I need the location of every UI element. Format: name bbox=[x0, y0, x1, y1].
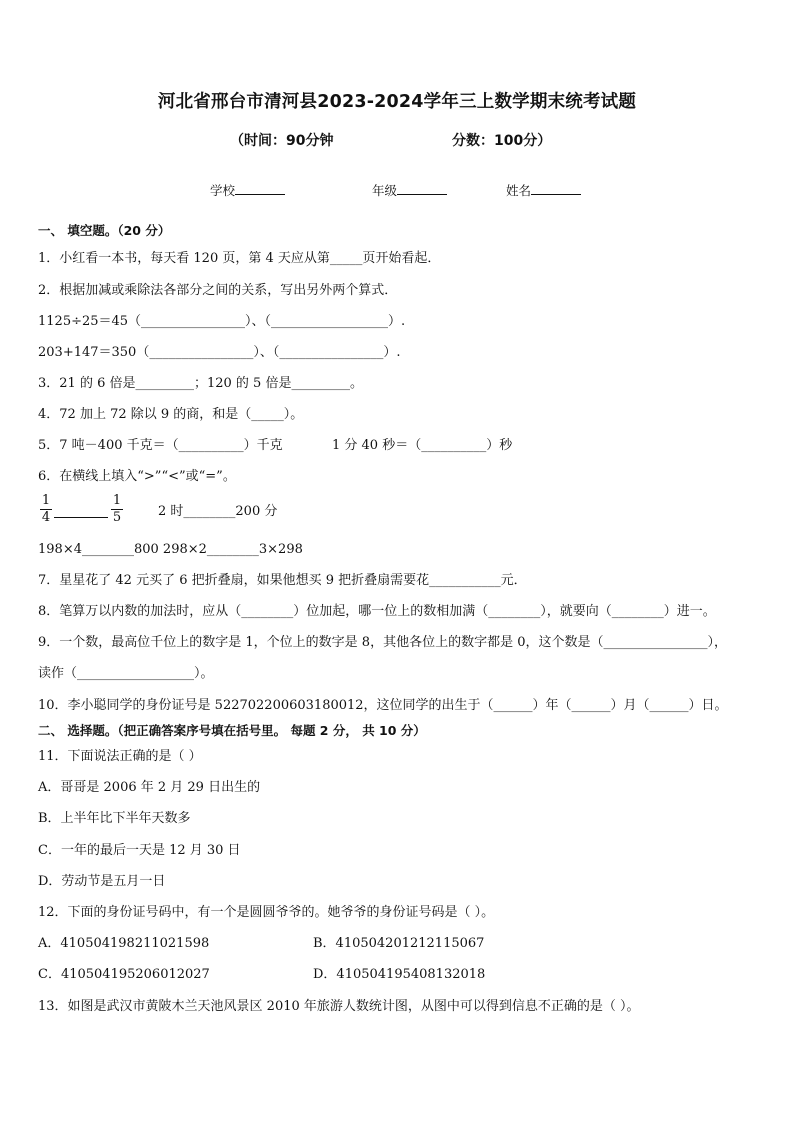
question-2-a: 1125÷25＝45（________________）、（__________________）. bbox=[38, 314, 406, 329]
fraction-one-quarter: 1 4 bbox=[41, 493, 51, 525]
question-3: 3．21 的 6 倍是_________；120 的 5 倍是_________。 bbox=[38, 376, 363, 391]
fraction-one-fifth: 1 5 bbox=[112, 493, 122, 525]
compare-blank bbox=[54, 517, 108, 518]
school-field bbox=[210, 181, 285, 199]
school-label: 学校 bbox=[210, 183, 236, 198]
question-12-option-c: C．410504195206012027 bbox=[38, 967, 210, 982]
name-label: 姓名 bbox=[506, 183, 532, 198]
question-12: 12．下面的身份证号码中，有一个是圆圆爷爷的。她爷爷的身份证号码是（ ）。 bbox=[38, 905, 495, 920]
question-4: 4．72 加上 72 除以 9 的商，和是（_____）。 bbox=[38, 407, 304, 422]
question-11-option-a: A．哥哥是 2006 年 2 月 29 日出生的 bbox=[38, 780, 261, 795]
grade-blank bbox=[397, 181, 447, 195]
question-5-b: 1 分 40 秒＝（__________）秒 bbox=[332, 438, 513, 453]
grade-label: 年级 bbox=[372, 183, 398, 198]
question-6-b: 2 时________200 分 bbox=[158, 504, 278, 519]
time-limit: （时间：90分钟 bbox=[230, 133, 334, 149]
question-6-c: 198×4________800 298×2________3×298 bbox=[38, 542, 303, 557]
exam-subtitle bbox=[230, 130, 590, 152]
question-2: 2．根据加减或乘除法各部分之间的关系，写出另外两个算式． bbox=[38, 283, 398, 298]
section-1-heading: 一、 填空题。（20 分） bbox=[38, 223, 171, 238]
section-2-heading: 二、 选择题。（把正确答案序号填在括号里。 每题 2 分， 共 10 分） bbox=[38, 723, 426, 738]
total-score: 分数：100分） bbox=[452, 133, 552, 149]
question-11-option-c: C．一年的最后一天是 12 月 30 日 bbox=[38, 843, 241, 858]
question-11-option-d: D．劳动节是五月一日 bbox=[38, 874, 166, 889]
question-9-a: 9．一个数，最高位千位上的数字是 1，个位上的数字是 8，其他各位上的数字都是 0，这个数是（________________）， bbox=[38, 635, 727, 650]
exam-title: 河北省邢台市清河县2023-2024学年三上数学期末统考试题 bbox=[157, 92, 637, 112]
question-8: 8．笔算万以内数的加法时，应从（________）位加起，哪一位上的数相加满（________），就要向（________）进一。 bbox=[38, 604, 716, 619]
question-6: 6．在横线上填入“>”“<”或“=”。 bbox=[38, 469, 236, 484]
question-10: 10．李小聪同学的身份证号是 522702200603180012，这位同学的出生于（______）年（______）月（______）日。 bbox=[38, 698, 728, 713]
question-11-option-b: B．上半年比下半年天数多 bbox=[38, 811, 191, 826]
question-11: 11．下面说法正确的是（ ） bbox=[38, 749, 202, 764]
question-6-fractions bbox=[38, 493, 358, 533]
question-2-b: 203+147＝350（________________）、（________________）. bbox=[38, 345, 401, 360]
question-12-option-a: A．410504198211021598 bbox=[38, 936, 210, 951]
question-1: 1．小红看一本书，每天看 120 页，第 4 天应从第_____页开始看起． bbox=[38, 251, 441, 266]
question-12-option-d: D．410504195408132018 bbox=[313, 967, 486, 982]
question-13: 13．如图是武汉市黄陂木兰天池风景区 2010 年旅游人数统计图，从图中可以得到信息不正确的是（ ）。 bbox=[38, 999, 640, 1014]
question-9-b: 读作（__________________）。 bbox=[38, 666, 214, 681]
grade-field bbox=[372, 181, 447, 199]
name-blank bbox=[531, 181, 581, 195]
question-5-a: 5．7 吨－400 千克＝（__________）千克 bbox=[38, 438, 283, 453]
question-7: 7．星星花了 42 元买了 6 把折叠扇，如果他想买 9 把折叠扇需要花___________元． bbox=[38, 573, 527, 588]
question-12-option-b: B．410504201212115067 bbox=[313, 936, 485, 951]
school-blank bbox=[235, 181, 285, 195]
name-field bbox=[506, 181, 581, 199]
